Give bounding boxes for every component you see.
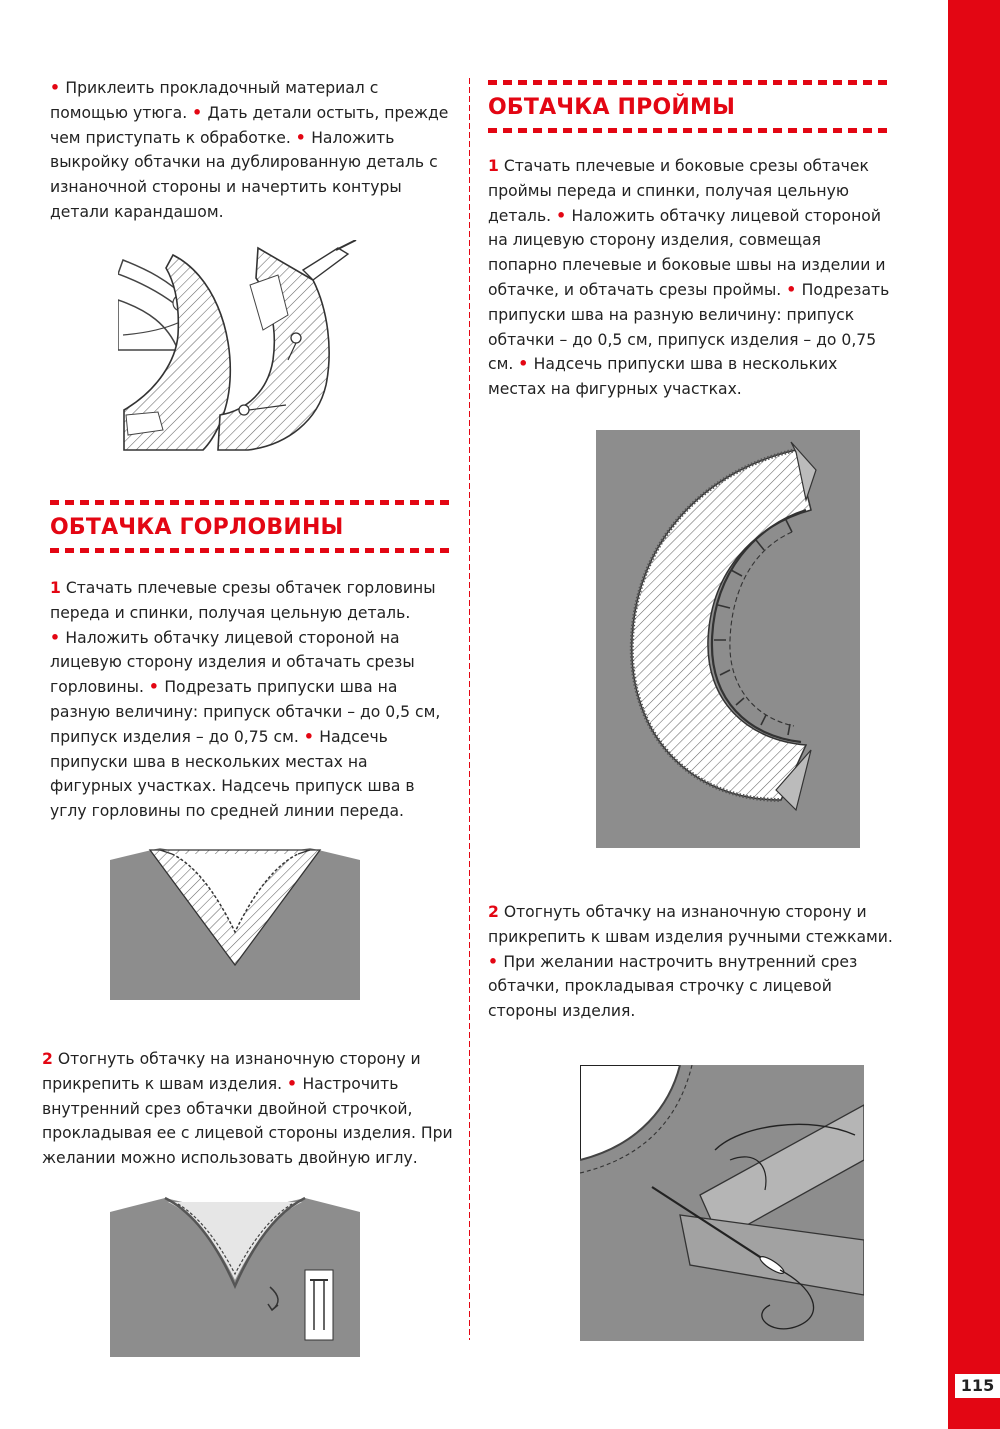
bullet: •: [50, 79, 66, 97]
neckline-step-1: [50, 576, 450, 824]
armhole-step1-illustration: [596, 430, 860, 848]
bullet: •: [786, 280, 802, 299]
armhole-step2-text-2: При желании настрочить внутренний срез обтачки, прокладывая строчку с лицевой стороны изделия.: [488, 952, 858, 1021]
intro-text-3: Наложить выкройку обтачки на дублированную деталь с изнаночной стороны и начертить контуры детали карандашом.: [50, 128, 438, 221]
armhole-step2-text-1: Отогнуть обтачку на изнаночную сторону и прикрепить к швам изделия ручными стежками.: [488, 903, 893, 946]
armhole-step1-text-2: Наложить обтачку лицевой стороной на лицевую сторону изделия, совмещая попарно плечевые и боковые швы на изделии и обтачке, и обтачать срезы проймы.: [488, 206, 886, 299]
bullet: •: [192, 103, 208, 122]
page-number: 115: [955, 1374, 1000, 1398]
neckline-step1-text-3: Подрезать припуски шва на разную величину: припуск обтачки – до 0,5 см, припуск изделия – до 0,75 см.: [50, 678, 441, 746]
neckline-step2-illustration: [110, 1192, 360, 1357]
armhole-step2-illustration: [580, 1065, 864, 1341]
armhole-step-2: [488, 900, 893, 1024]
bullet: •: [556, 206, 572, 225]
armhole-step1-text-1: Стачать плечевые и боковые срезы обтачек проймы переда и спинки, получая цельную деталь.: [488, 157, 869, 225]
intro-paragraph: [50, 76, 450, 225]
bullet: •: [148, 678, 165, 697]
header-dash-bottom: [488, 128, 892, 133]
neckline-facing-header: [50, 500, 450, 553]
header-dash-bottom: [50, 548, 450, 553]
page-edge-bar: [948, 0, 1000, 1429]
intro-text-2: Дать детали остыть, прежде чем приступать к обработке.: [50, 103, 449, 147]
interfacing-illustration: [118, 240, 358, 455]
neckline-step1-text-4: Надсечь припуски шва в нескольких местах на фигурных участках. Надсечь припуск шва в углу горловины по средней линии переда.: [50, 727, 415, 821]
armhole-step-1: [488, 154, 893, 402]
bullet: •: [50, 628, 66, 647]
step-number: 1: [488, 157, 499, 175]
neckline-step-2: [42, 1047, 462, 1171]
step-number: 1: [50, 579, 61, 597]
neckline-step2-text-1: Отогнуть обтачку на изнаночную сторону и прикрепить к швам изделия.: [42, 1050, 421, 1093]
neckline-step2-text-2: Настрочить внутренний срез обтачки двойной строчкой, прокладывая ее с лицевой стороны изделия. При желании можно использовать двойную иглу.: [42, 1074, 453, 1168]
armhole-section-title: ОБТАЧКА ПРОЙМЫ: [488, 95, 736, 120]
armhole-facing-header: [488, 80, 892, 133]
step-number: 2: [488, 903, 499, 921]
column-divider: [469, 78, 470, 1340]
bullet: •: [295, 128, 312, 147]
bullet: •: [287, 1074, 303, 1093]
bullet: •: [303, 727, 320, 746]
armhole-step1-text-4: Надсечь припуски шва в нескольких местах на фигурных участках.: [488, 355, 838, 399]
header-dash-top: [50, 500, 450, 505]
neckline-step1-text-2: Наложить обтачку лицевой стороной на лицевую сторону изделия и обтачать срезы горловины.: [50, 628, 415, 697]
bullet: •: [518, 355, 534, 374]
step-number: 2: [42, 1050, 53, 1068]
neckline-step1-illustration: [110, 840, 360, 1000]
bullet: •: [488, 952, 504, 971]
header-dash-top: [488, 80, 892, 85]
neckline-step1-text-1: Стачать плечевые срезы обтачек горловины переда и спинки, получая цельную деталь.: [50, 579, 436, 622]
armhole-step1-text-3: Подрезать припуски шва на разную величину: припуск обтачки – до 0,5 см, припуск изделия – до 0,75 см.: [488, 280, 890, 374]
neckline-section-title: ОБТАЧКА ГОРЛОВИНЫ: [50, 515, 344, 540]
intro-text-1: Приклеить прокладочный материал с помощью утюга.: [50, 79, 379, 122]
